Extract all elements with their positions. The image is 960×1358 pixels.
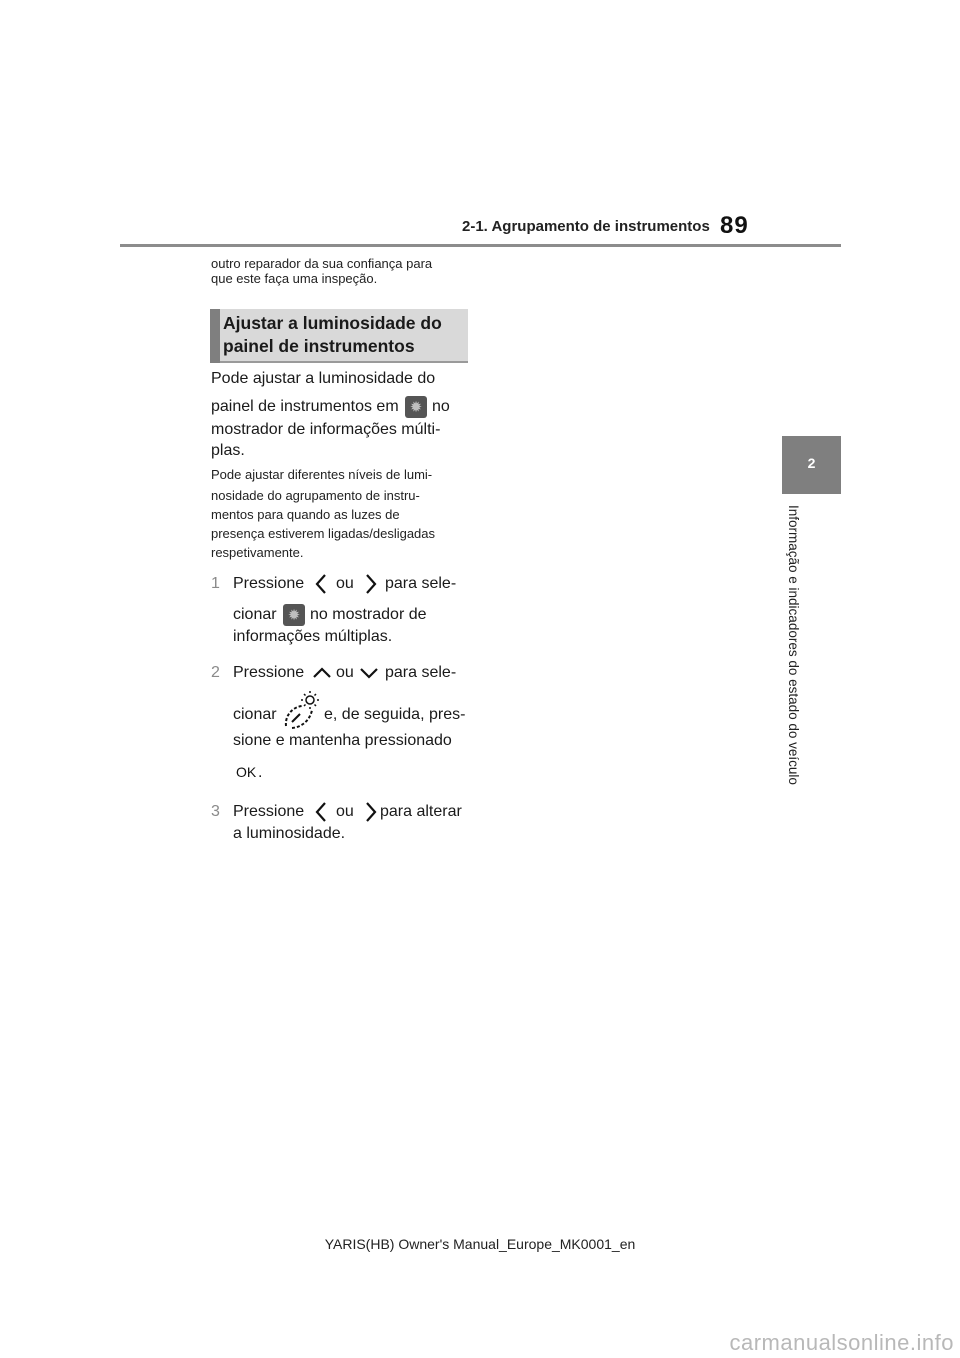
section-heading — [210, 309, 468, 363]
step-text: Pressione — [233, 803, 305, 820]
step-text: ou — [336, 664, 354, 681]
chapter-number: 2 — [807, 455, 816, 471]
step-text: para alterar — [380, 803, 462, 820]
chevron-down-icon — [358, 666, 380, 680]
section-title-line: painel de instrumentos — [223, 336, 415, 356]
step-text: ou — [336, 575, 354, 592]
step-text: para sele- — [385, 664, 457, 681]
chapter-tab — [782, 436, 841, 494]
intro-text — [211, 256, 471, 286]
section-heading-bar — [210, 309, 220, 363]
step-text: sione e mantenha pressionado — [233, 732, 452, 749]
step-number: 2 — [211, 664, 220, 681]
intro-line: outro reparador da sua confiança para — [211, 256, 433, 271]
step-text: cionar — [233, 606, 277, 623]
paragraph-line: plas. — [211, 442, 245, 459]
step-text: cionar — [233, 706, 277, 723]
note-line: respetivamente. — [211, 545, 304, 560]
ok-button-label: OK — [236, 764, 257, 780]
note-line: presença estiverem ligadas/desligadas — [211, 526, 436, 541]
header-divider — [120, 244, 841, 247]
note-line: nosidade do agrupamento de instru- — [211, 488, 420, 503]
chevron-left-icon — [314, 572, 328, 596]
paragraph-line: no — [432, 398, 450, 415]
step-text: para sele- — [385, 575, 457, 592]
step-text: e, de seguida, pres- — [324, 706, 466, 723]
paragraph-line: painel de instrumentos em — [211, 398, 399, 415]
step-text: informações múltiplas. — [233, 628, 393, 645]
chevron-right-icon — [364, 572, 378, 596]
chevron-left-icon — [314, 800, 328, 824]
gear-icon: ✹ — [405, 396, 427, 418]
brightness-icon — [282, 690, 320, 730]
step-number: 1 — [211, 575, 220, 592]
step-text: Pressione — [233, 664, 305, 681]
footer-text: YARIS(HB) Owner's Manual_Europe_MK0001_en — [324, 1236, 636, 1252]
note-line: Pode ajustar diferentes níveis de lumi- — [211, 467, 433, 482]
gear-icon: ✹ — [283, 604, 305, 626]
paragraph-line: mostrador de informações múlti- — [211, 421, 441, 438]
step-text: no mostrador de — [310, 606, 427, 623]
chapter-label: Informação e indicadores do estado do veículo — [786, 505, 801, 785]
paragraph-line: Pode ajustar a luminosidade do — [211, 370, 436, 387]
page-number: 89 — [720, 212, 749, 239]
header-section-title: 2-1. Agrupamento de instrumentos — [462, 218, 710, 235]
watermark: carmanualsonline.info — [729, 1330, 954, 1355]
step-number: 3 — [211, 803, 220, 820]
step-text: a luminosidade. — [233, 825, 346, 842]
note-line: mentos para quando as luzes de — [211, 507, 400, 522]
section-title-line: Ajustar a luminosidade do — [223, 313, 442, 333]
chevron-right-icon — [364, 800, 378, 824]
section-title — [223, 312, 463, 358]
step-text: . — [258, 764, 263, 781]
step-text: ou — [336, 803, 354, 820]
chevron-up-icon — [311, 666, 333, 680]
step-text: Pressione — [233, 575, 305, 592]
intro-line: que este faça uma inspeção. — [211, 271, 378, 286]
